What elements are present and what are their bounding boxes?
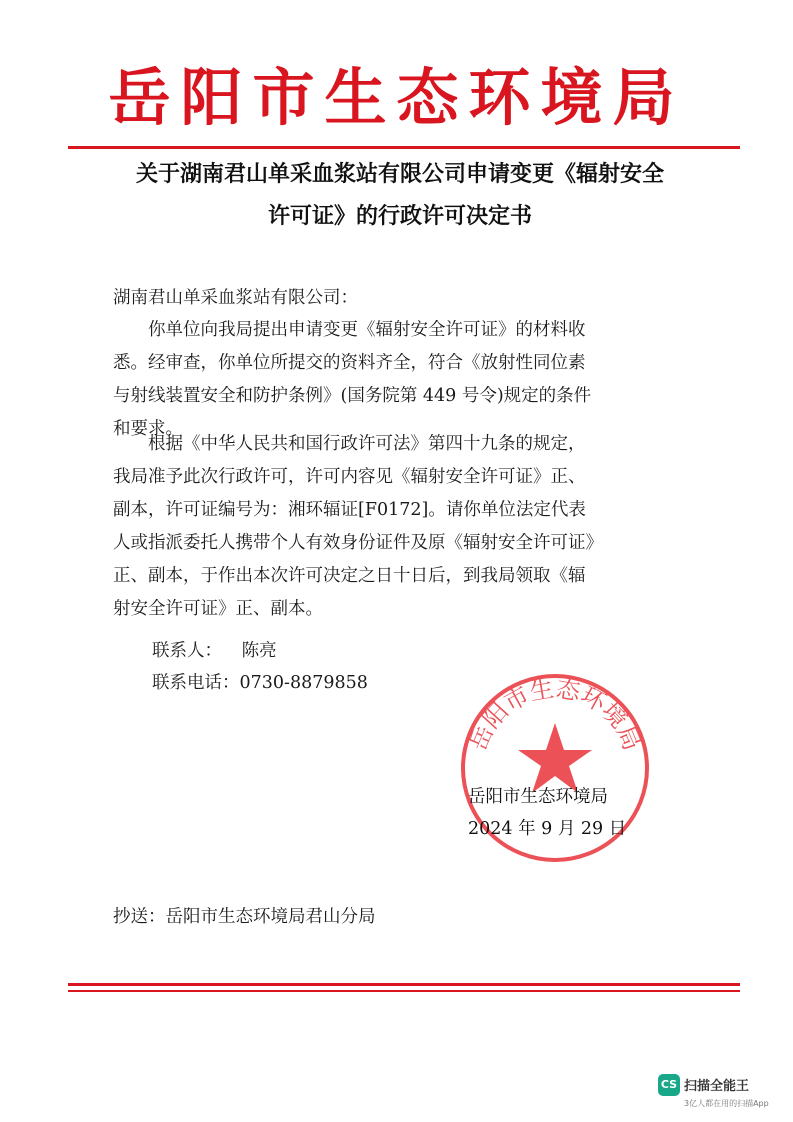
cc-line: 抄送：岳阳市生态环境局君山分局 bbox=[113, 907, 376, 927]
contact-person-name: 陈亮 bbox=[241, 641, 277, 661]
paragraph-line: 人或指派委托人携带个人有效身份证件及原《辐射安全许可证》 bbox=[113, 533, 603, 553]
contact-person-label: 联系人： bbox=[152, 641, 222, 661]
paragraph-line: 你单位向我局提出申请变更《辐射安全许可证》的材料收 bbox=[148, 320, 586, 340]
paragraph-line: 与射线装置安全和防护条例》(国务院第 449 号令)规定的条件 bbox=[113, 386, 592, 406]
paragraph-line: 射安全许可证》正、副本。 bbox=[113, 599, 323, 619]
document-title-line-2: 许可证》的行政许可决定书 bbox=[267, 204, 532, 229]
paragraph-2 bbox=[113, 428, 713, 626]
footer-red-rule-thin bbox=[68, 990, 740, 992]
scanner-watermark bbox=[658, 1074, 788, 1114]
paragraph-line: 我局准予此次行政许可，许可内容见《辐射安全许可证》正、 bbox=[113, 467, 586, 487]
camscanner-logo-icon: CS bbox=[658, 1074, 680, 1096]
paragraph-line: 悉。经审查，你单位所提交的资料齐全，符合《放射性同位素 bbox=[113, 353, 586, 373]
contact-phone bbox=[152, 668, 368, 698]
contact-phone-label: 联系电话： bbox=[152, 673, 240, 693]
agency-header: 岳阳市生态环境局 bbox=[108, 61, 685, 134]
paragraph-line: 正、副本，于作出本次许可决定之日十日后，到我局领取《辐 bbox=[113, 566, 586, 586]
footer-red-rule-thick bbox=[68, 983, 740, 986]
paragraph-line: 副本，许可证编号为：湘环辐证[F0172]。请你单位法定代表 bbox=[113, 500, 586, 520]
scanner-slogan: 3亿人都在用的扫描App bbox=[684, 1099, 769, 1108]
addressee: 湖南君山单采血浆站有限公司： bbox=[113, 288, 358, 308]
seal-text: 岳阳市生态环境局 bbox=[463, 674, 647, 755]
signature-agency: 岳阳市生态环境局 bbox=[468, 787, 608, 807]
document-title-line-1: 关于湖南君山单采血浆站有限公司申请变更《辐射安全 bbox=[135, 162, 664, 187]
scanner-app-name: 扫描全能王 bbox=[684, 1079, 750, 1094]
signature-date: 2024 年 9 月 29 日 bbox=[468, 819, 627, 839]
header-red-rule bbox=[68, 146, 740, 149]
paragraph-line: 根据《中华人民共和国行政许可法》第四十九条的规定， bbox=[148, 434, 586, 454]
contact-phone-number: 0730-8879858 bbox=[239, 673, 368, 693]
paragraph-line: 和要求。 bbox=[113, 419, 183, 439]
contact-person bbox=[152, 636, 277, 666]
paragraph-1 bbox=[113, 314, 713, 446]
